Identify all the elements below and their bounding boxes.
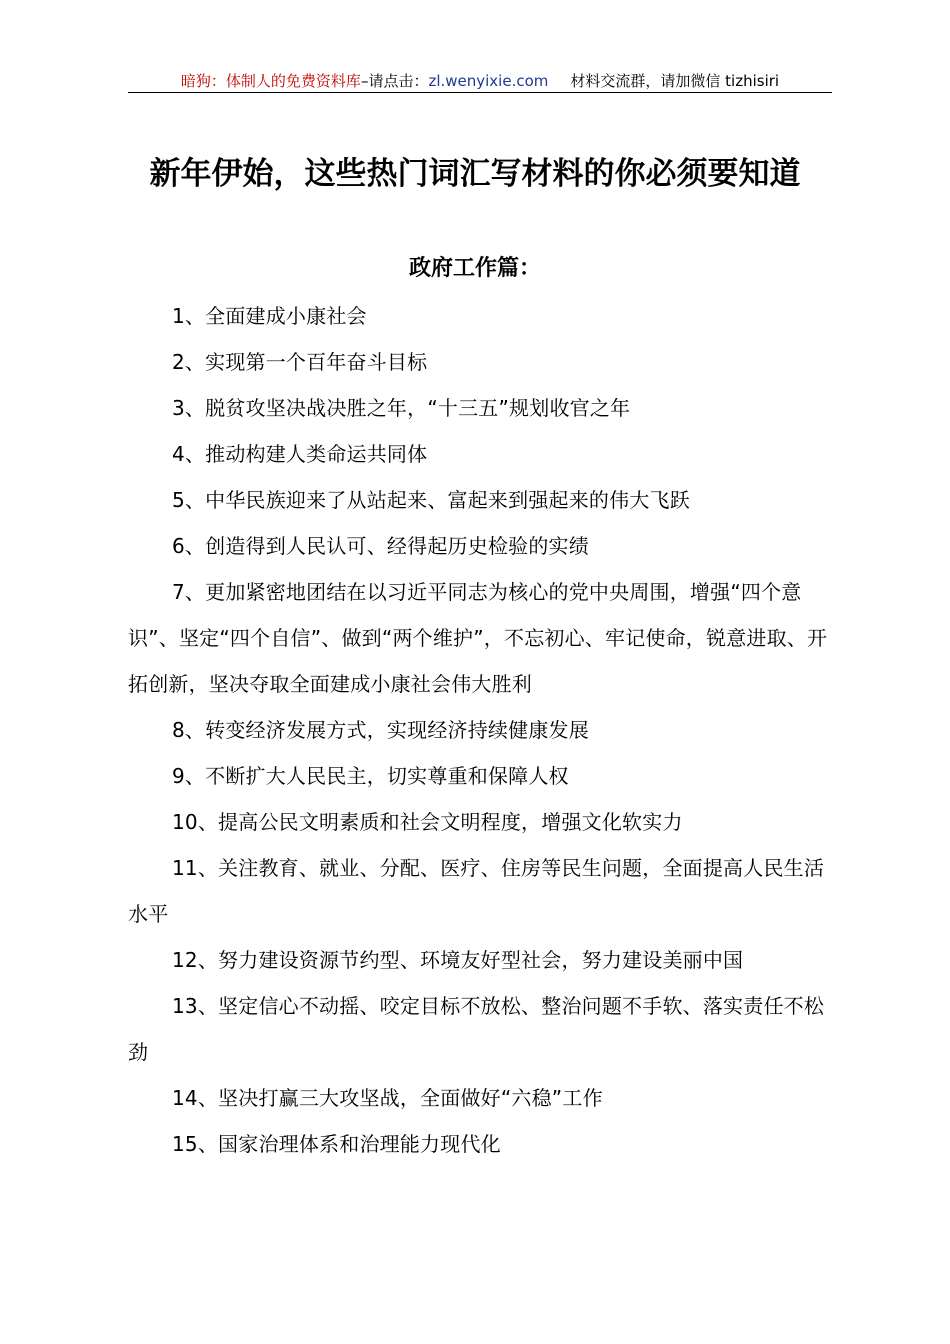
list-item: 1、全面建成小康社会: [172, 304, 367, 328]
page-header: [128, 70, 832, 93]
list-item: 6、创造得到人民认可、经得起历史检验的实绩: [172, 534, 589, 558]
list-item: 13、坚定信心不动摇、咬定目标不放松、整治问题不手软、落实责任不松劲: [128, 994, 825, 1064]
list-item: 4、推动构建人类命运共同体: [172, 442, 428, 466]
header-brand: 暗狗：体制人的免费资料库: [180, 72, 361, 90]
list-item: 8、转变经济发展方式，实现经济持续健康发展: [172, 718, 589, 742]
item-list: [128, 293, 828, 1167]
document-title: 新年伊始，这些热门词汇写材料的你必须要知道: [149, 156, 801, 192]
list-item: 7、更加紧密地团结在以习近平同志为核心的党中央周围，增强“四个意识”、坚定“四个自信”、做到“两个维护”，不忘初心、牢记使命，锐意进取、开拓创新，坚决夺取全面建成小康社会伟大胜利: [128, 580, 828, 696]
list-item: 3、脱贫攻坚决战决胜之年，“十三五”规划收官之年: [172, 396, 631, 420]
list-item: 5、中华民族迎来了从站起来、富起来到强起来的伟大飞跃: [172, 488, 690, 512]
list-item: 9、不断扩大人民民主，切实尊重和保障人权: [172, 764, 569, 788]
header-separator: –请点击：: [360, 72, 429, 90]
list-item: 2、实现第一个百年奋斗目标: [172, 350, 428, 374]
list-item: 12、努力建设资源节约型、环境友好型社会，努力建设美丽中国: [172, 948, 744, 972]
section-heading: 政府工作篇：: [408, 255, 541, 281]
header-note: 材料交流群，请加微信 tizhisiri: [570, 72, 780, 90]
list-item: 14、坚决打赢三大攻坚战，全面做好“六稳”工作: [172, 1086, 603, 1110]
list-item: 15、国家治理体系和治理能力现代化: [172, 1132, 501, 1156]
list-item: 10、提高公民文明素质和社会文明程度，增强文化软实力: [172, 810, 683, 834]
list-item: 11、关注教育、就业、分配、医疗、住房等民生问题，全面提高人民生活水平: [128, 856, 825, 926]
header-url-link[interactable]: zl.wenyixie.com: [428, 72, 549, 90]
